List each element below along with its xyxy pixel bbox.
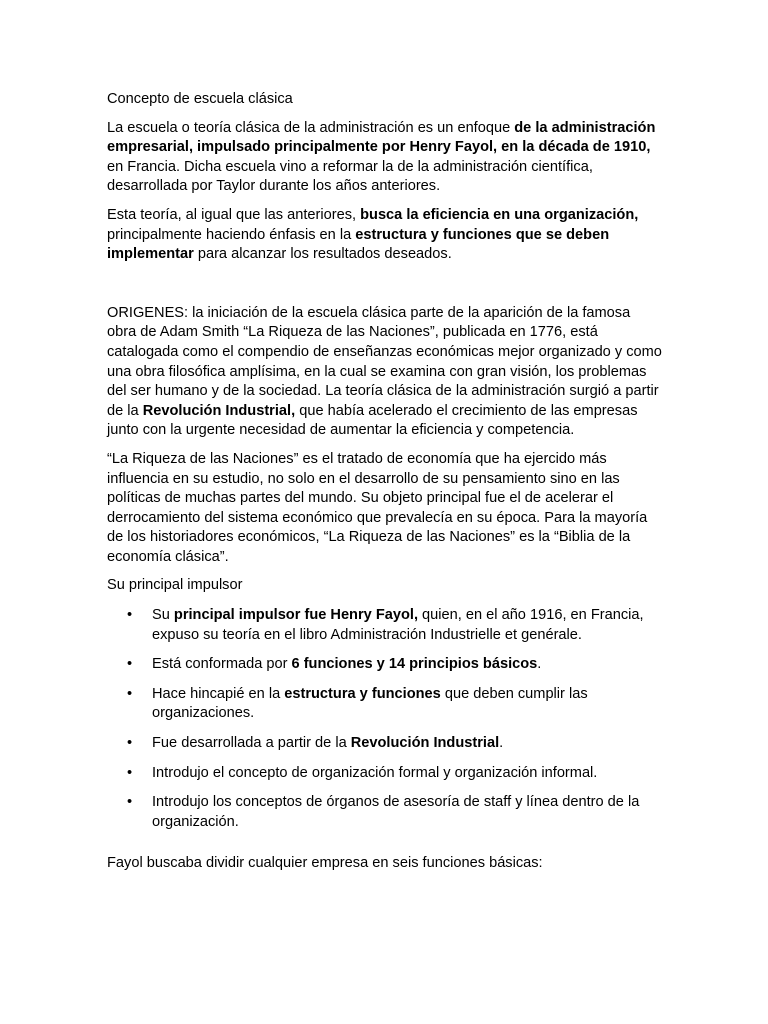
text-run: Fue desarrollada a partir de la	[152, 735, 351, 752]
document-page	[107, 90, 663, 874]
paragraph-teoria	[107, 206, 663, 265]
text-run: .	[499, 735, 504, 752]
bullet-icon: •	[127, 794, 133, 811]
list-item	[107, 734, 663, 754]
bold-run: 6 funciones y 14 principios básicos	[291, 656, 538, 673]
bold-run: principal impulsor fue Henry Fayol,	[173, 607, 418, 624]
text-run: para alcanzar los resultados deseados.	[193, 246, 452, 263]
paragraph-concepto	[107, 119, 663, 197]
text-run: Introdujo el concepto de organización formal y organización informal.	[152, 764, 598, 781]
bold-run: busca la eficiencia en una organización,	[360, 206, 639, 223]
bold-run: Revolución Industrial	[350, 735, 500, 752]
section-heading-impulsor: Su principal impulsor	[107, 577, 243, 594]
text-run: Su	[152, 607, 174, 624]
text-run: .	[537, 656, 542, 673]
bold-run: estructura y funciones	[284, 685, 441, 702]
text-run: que deben cumplir las organizaciones.	[152, 685, 588, 722]
bullet-icon: •	[127, 685, 133, 702]
text-run: que había acelerado el crecimiento de las empresas junto con la urgente necesidad de aumentar la eficiencia y competencia.	[107, 402, 638, 439]
paragraph-riqueza	[107, 450, 663, 568]
text-run: principalmente haciendo énfasis en la	[107, 226, 356, 243]
bullet-icon: •	[127, 735, 133, 752]
text-run: Introdujo los conceptos de órganos de asesoría de staff y línea dentro de la organización.	[152, 794, 640, 830]
bold-run: Revolución Industrial,	[142, 402, 296, 419]
text-run: en Francia. Dicha escuela vino a reformar la de la administración científica, desarrollada por Taylor durante los años anteriores.	[107, 158, 593, 195]
bullet-icon: •	[127, 656, 133, 673]
list-item	[107, 685, 663, 724]
list-item	[107, 606, 663, 645]
bold-run: estructura y funciones que se deben implementar	[107, 226, 610, 263]
text-run: ORIGENES: la iniciación de la escuela clásica parte de la aparición de la famosa obra de Adam Smith “La Riqueza de las Naciones”, publicada en 1776, está catalogada como el compendio de enseñanzas económicas mejor organizado y como una obra filosófica amplísima, en la cual se examina con gran visión, los problemas del ser humano y de la sociedad. La teoría clásica de la administración surgió a partir de la	[107, 304, 662, 419]
bullet-icon: •	[127, 764, 133, 781]
text-run: Está conformada por	[152, 656, 292, 673]
text-run: Hace hincapié en la	[152, 685, 285, 702]
paragraph-closing: Fayol buscaba dividir cualquier empresa en seis funciones básicas:	[107, 855, 543, 872]
text-run: “La Riqueza de las Naciones” es el tratado de economía que ha ejercido más influencia en su estudio, no solo en el desarrollo de su pensamiento sino en las políticas de muchas partes del mundo. Su objeto principal fue el de acelerar el derrocamiento del sistema económico que prevalecía en su época. Para la mayoría de los historiadores económicos, “La Riqueza de las Naciones” es la “Biblia de la economía clásica”.	[107, 450, 648, 565]
list-item	[107, 793, 663, 832]
bullet-icon: •	[127, 607, 133, 624]
document-title: Concepto de escuela clásica	[107, 91, 293, 107]
bullet-list	[107, 606, 663, 832]
text-run: quien, en el año 1916, en Francia, expuso su teoría en el libro Administración Industrielle et genérale.	[152, 607, 644, 643]
list-item	[107, 764, 663, 784]
bold-run: de la administración empresarial, impulsado principalmente por Henry Fayol, en la década de 1910,	[107, 119, 656, 156]
text-run: La escuela o teoría clásica de la administración es un enfoque	[107, 119, 515, 136]
list-item	[107, 655, 663, 675]
text-run: Esta teoría, al igual que las anteriores,	[107, 206, 361, 223]
paragraph-origenes	[107, 304, 663, 441]
